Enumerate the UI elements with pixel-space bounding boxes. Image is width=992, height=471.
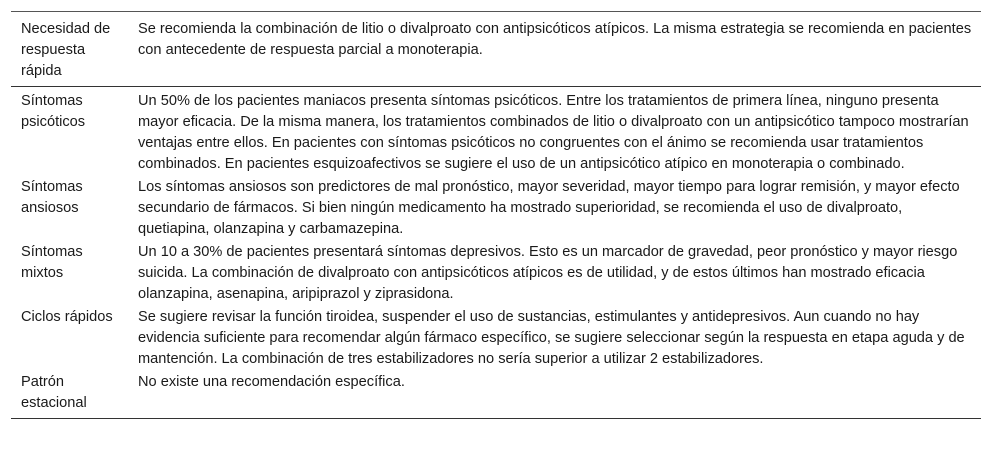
row-description: Se sugiere revisar la función tiroidea, suspender el uso de sustancias, estimulantes y antidepresivos. Aun cuando no hay evidencia suficiente para recomendar algún fármaco específico, se sugiere seleccionar según la respuesta en etapa aguda y de mantención. La combinación de tres estabilizadores no sería superior a utilizar 2 estabilizadores. [138, 309, 965, 367]
table-row [11, 175, 981, 240]
table-row [11, 240, 981, 305]
row-label: Necesidad de respuesta rápida [11, 12, 128, 87]
row-label: Patrón estacional [11, 370, 128, 419]
row-description: Un 10 a 30% de pacientes presentará síntomas depresivos. Esto es un marcador de gravedad, peor pronóstico y mayor riesgo suicida. La combinación de divalproato con antipsicóticos atípicos es de utilidad, y de estos últimos han mostrado eficacia olanzapina, asenapina, aripiprazol y ziprasidona. [138, 244, 958, 302]
row-label: Síntomas psicóticos [21, 93, 86, 130]
recommendation-table [11, 11, 981, 419]
row-label: Ciclos rápidos [21, 309, 113, 325]
row-description: Un 50% de los pacientes maniacos presenta síntomas psicóticos. Entre los tratamientos de primera línea, ninguno presenta mayor eficacia. De la misma manera, los tratamientos combinados de litio o divalproato con un antipsicótico tampoco mostrarían ventajas entre ellos. En pacientes con síntomas psicóticos no congruentes con el ánimo se recomienda usar tratamientos combinados. En pacientes esquizoafectivos se sugiere el uso de un antipsicótico atípico en monoterapia o combinado. [138, 93, 969, 172]
table-row [11, 305, 981, 370]
row-description: Se recomienda la combinación de litio o divalproato con antipsicóticos atípicos. La misma estrategia se recomienda en pacientes con antecedente de respuesta parcial a monoterapia. [128, 12, 981, 87]
table-row [11, 12, 981, 87]
row-label: Síntomas mixtos [21, 244, 83, 281]
row-description: Los síntomas ansiosos son predictores de mal pronóstico, mayor severidad, mayor tiempo para lograr remisión, y mayor efecto secundario de fármacos. Si bien ningún medicamento ha mostrado superioridad, se recomienda el uso de divalproato, quetiapina, olanzapina y carbamazepina. [138, 179, 960, 237]
row-label: Síntomas ansiosos [21, 179, 83, 216]
table-row [11, 370, 981, 419]
recommendation-table-container [11, 11, 981, 419]
row-description: No existe una recomendación específica. [128, 370, 981, 419]
table-row [11, 87, 981, 176]
